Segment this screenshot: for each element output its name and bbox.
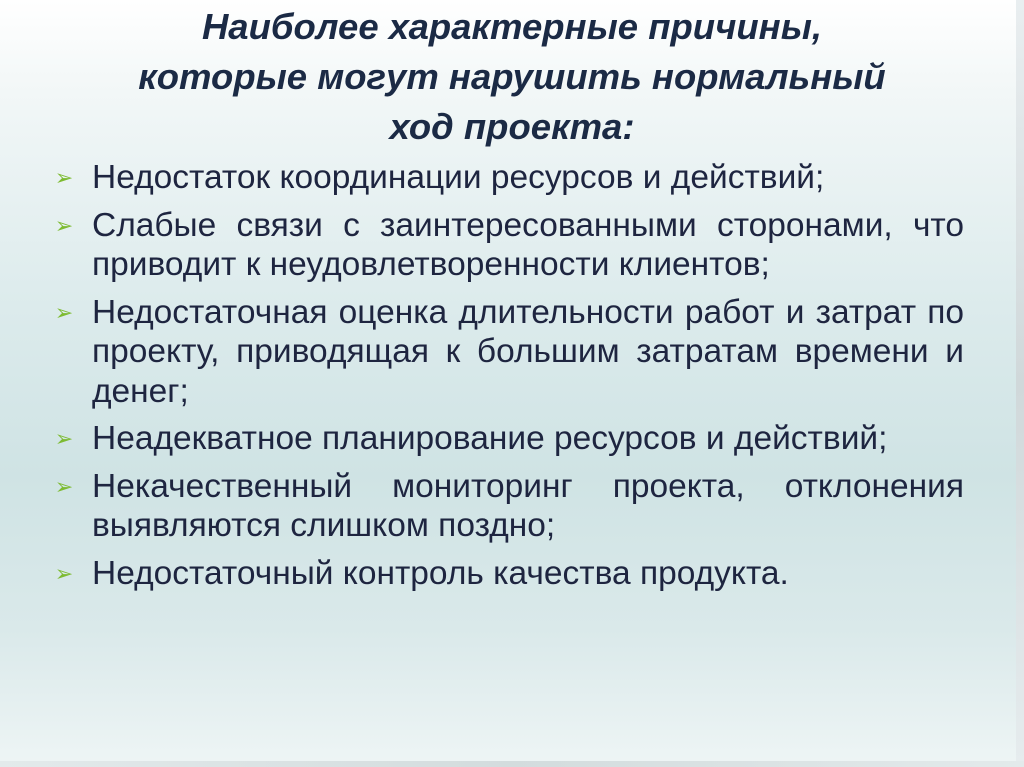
bullet-text: Недостаток координации ресурсов и действий; <box>92 159 825 196</box>
bullet-list <box>54 158 964 601</box>
slide-title <box>0 2 1024 152</box>
bullet-item <box>54 206 964 285</box>
chevron-right-icon: ➢ <box>54 212 74 238</box>
chevron-right-icon: ➢ <box>54 560 74 586</box>
bullet-item <box>54 158 964 198</box>
title-line-2: которые могут нарушить нормальный <box>138 56 886 97</box>
bullet-item <box>54 467 964 546</box>
slide-edge-bottom <box>0 761 1024 767</box>
bullet-text: Недостаточная оценка длительности работ и затрат по проекту, приводящая к большим затратам времени и денег; <box>92 293 964 410</box>
bullet-item <box>54 554 964 594</box>
bullet-item <box>54 419 964 459</box>
bullet-text: Слабые связи с заинтересованными сторонами, что приводит к неудовлетворенности клиентов; <box>92 206 964 283</box>
title-line-1: Наиболее характерные причины, <box>201 6 823 47</box>
bullet-item <box>54 293 964 412</box>
title-line-3: ход проекта: <box>389 106 635 147</box>
bullet-text: Недостаточный контроль качества продукта. <box>92 554 789 592</box>
chevron-right-icon: ➢ <box>54 165 74 190</box>
chevron-right-icon: ➢ <box>54 473 74 499</box>
chevron-right-icon: ➢ <box>54 299 74 325</box>
chevron-right-icon: ➢ <box>54 426 74 451</box>
bullet-text: Некачественный мониторинг проекта, отклонения выявляются слишком поздно; <box>92 467 964 544</box>
bullet-text: Неадекватное планирование ресурсов и действий; <box>92 420 888 457</box>
